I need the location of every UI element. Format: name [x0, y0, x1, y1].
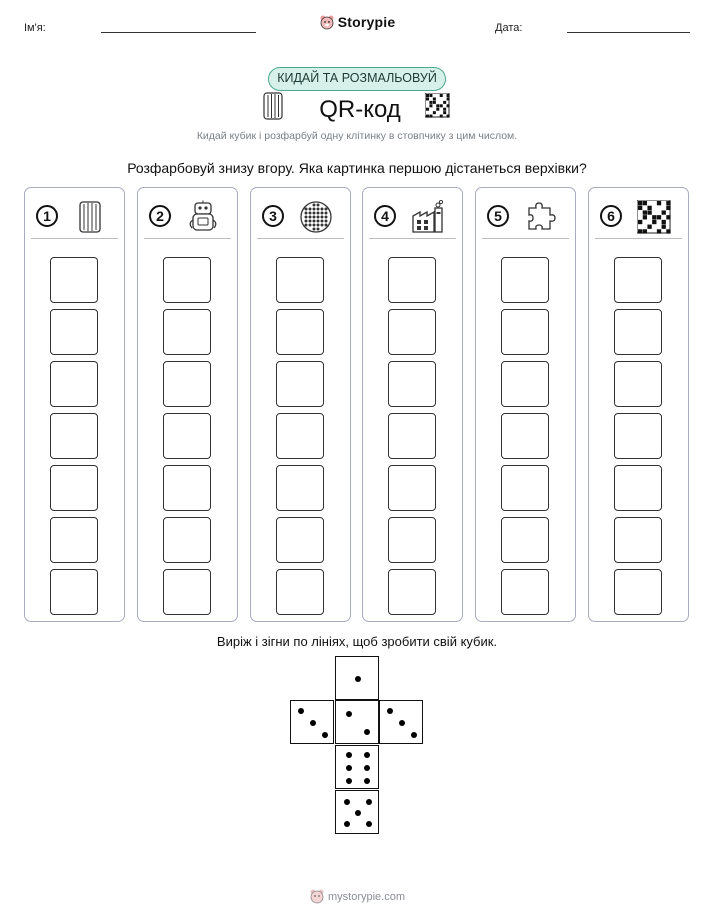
- color-cell[interactable]: [501, 257, 549, 303]
- color-cell[interactable]: [50, 257, 98, 303]
- color-cell[interactable]: [163, 309, 211, 355]
- die-pip: [355, 676, 361, 682]
- column-number: 4: [374, 205, 396, 227]
- color-cell[interactable]: [388, 465, 436, 511]
- bear-logo-icon: [319, 14, 335, 33]
- subtitle: Кидай кубик і розфарбуй одну клітинку в стовпчику з цим числом.: [196, 130, 518, 142]
- puzzle-piece-icon: [524, 200, 558, 234]
- die-pip: [364, 778, 370, 784]
- bear-logo-icon: [309, 888, 325, 907]
- die-pip: [310, 720, 316, 726]
- column-2: [137, 187, 238, 622]
- footer-url: mystorypie.com: [327, 891, 406, 903]
- color-cell[interactable]: [50, 309, 98, 355]
- color-cell[interactable]: [614, 309, 662, 355]
- name-label: Ім'я:: [24, 22, 46, 34]
- column-header: [31, 196, 118, 239]
- die-pip: [411, 732, 417, 738]
- column-header: [482, 196, 569, 239]
- column-header: [257, 196, 344, 239]
- column-header: [144, 196, 231, 239]
- color-cell[interactable]: [276, 361, 324, 407]
- color-cell[interactable]: [388, 257, 436, 303]
- die-pip: [344, 821, 350, 827]
- color-cell[interactable]: [388, 361, 436, 407]
- die-pip: [364, 729, 370, 735]
- sphere-icon: [299, 200, 333, 234]
- brand-name: Storypie: [337, 14, 396, 30]
- color-cell[interactable]: [388, 517, 436, 563]
- color-cell[interactable]: [501, 569, 549, 615]
- die-pip: [322, 732, 328, 738]
- color-cell[interactable]: [50, 413, 98, 459]
- die-pip: [387, 708, 393, 714]
- footer: [0, 888, 714, 907]
- color-cell[interactable]: [501, 413, 549, 459]
- color-cell[interactable]: [388, 569, 436, 615]
- color-cell[interactable]: [276, 465, 324, 511]
- die-face-6: [335, 745, 379, 789]
- column-4: [362, 187, 463, 622]
- color-cell[interactable]: [614, 465, 662, 511]
- column-number: 6: [600, 205, 622, 227]
- column-header: [595, 196, 682, 239]
- color-cell[interactable]: [163, 517, 211, 563]
- die-pip: [346, 752, 352, 758]
- color-cell[interactable]: [50, 465, 98, 511]
- color-cell[interactable]: [163, 465, 211, 511]
- color-cell[interactable]: [163, 569, 211, 615]
- color-cell[interactable]: [163, 257, 211, 303]
- die-pip: [346, 778, 352, 784]
- die-pip: [364, 752, 370, 758]
- column-6: [588, 187, 689, 622]
- barrel-icon: [73, 200, 107, 234]
- color-cell[interactable]: [501, 361, 549, 407]
- die-face-5: [335, 790, 379, 834]
- column-number: 1: [36, 205, 58, 227]
- column-1: [24, 187, 125, 622]
- column-number: 2: [149, 205, 171, 227]
- date-label: Дата:: [495, 22, 523, 34]
- color-cell[interactable]: [614, 569, 662, 615]
- die-pip: [399, 720, 405, 726]
- column-number: 3: [262, 205, 284, 227]
- column-5: [475, 187, 576, 622]
- cube-instruction: Виріж і зігни по лініях, щоб зробити свій кубик.: [216, 634, 498, 649]
- color-cell[interactable]: [501, 517, 549, 563]
- color-cell[interactable]: [50, 517, 98, 563]
- color-cell[interactable]: [276, 413, 324, 459]
- color-cell[interactable]: [388, 309, 436, 355]
- column-number: 5: [487, 205, 509, 227]
- die-pip: [366, 821, 372, 827]
- qr-code-icon: [425, 93, 451, 126]
- page-title: QR-код: [319, 95, 401, 123]
- color-cell[interactable]: [276, 569, 324, 615]
- color-cell[interactable]: [614, 361, 662, 407]
- color-cell[interactable]: [276, 517, 324, 563]
- die-face-2: [335, 700, 379, 744]
- die-pip: [364, 765, 370, 771]
- color-cell[interactable]: [388, 413, 436, 459]
- color-cell[interactable]: [163, 413, 211, 459]
- die-pip: [366, 799, 372, 805]
- page-title-row: [0, 92, 714, 127]
- die-pip: [344, 799, 350, 805]
- die-pip: [355, 810, 361, 816]
- color-cell[interactable]: [50, 569, 98, 615]
- die-face-3: [379, 700, 423, 744]
- color-cell[interactable]: [501, 465, 549, 511]
- color-cell[interactable]: [501, 309, 549, 355]
- factory-icon: [411, 200, 445, 234]
- barrel-icon: [263, 92, 283, 127]
- color-cell[interactable]: [276, 257, 324, 303]
- color-cell[interactable]: [276, 309, 324, 355]
- die-pip: [346, 711, 352, 717]
- brand-logo: [0, 14, 714, 33]
- robot-icon: [186, 200, 220, 234]
- column-header: [369, 196, 456, 239]
- qr-code-icon: [637, 200, 671, 234]
- die-pip: [346, 765, 352, 771]
- color-cell[interactable]: [614, 257, 662, 303]
- activity-badge: КИДАЙ ТА РОЗМАЛЬОВУЙ: [268, 67, 446, 91]
- die-face-1: [335, 656, 379, 700]
- color-cell[interactable]: [50, 361, 98, 407]
- question-text: Розфарбовуй знизу вгору. Яка картинка першою дістанеться верхівки?: [127, 160, 587, 176]
- color-cell[interactable]: [614, 413, 662, 459]
- color-cell[interactable]: [163, 361, 211, 407]
- die-face-3: [290, 700, 334, 744]
- date-field[interactable]: [567, 32, 690, 33]
- color-cell[interactable]: [614, 517, 662, 563]
- column-3: [250, 187, 351, 622]
- die-pip: [298, 708, 304, 714]
